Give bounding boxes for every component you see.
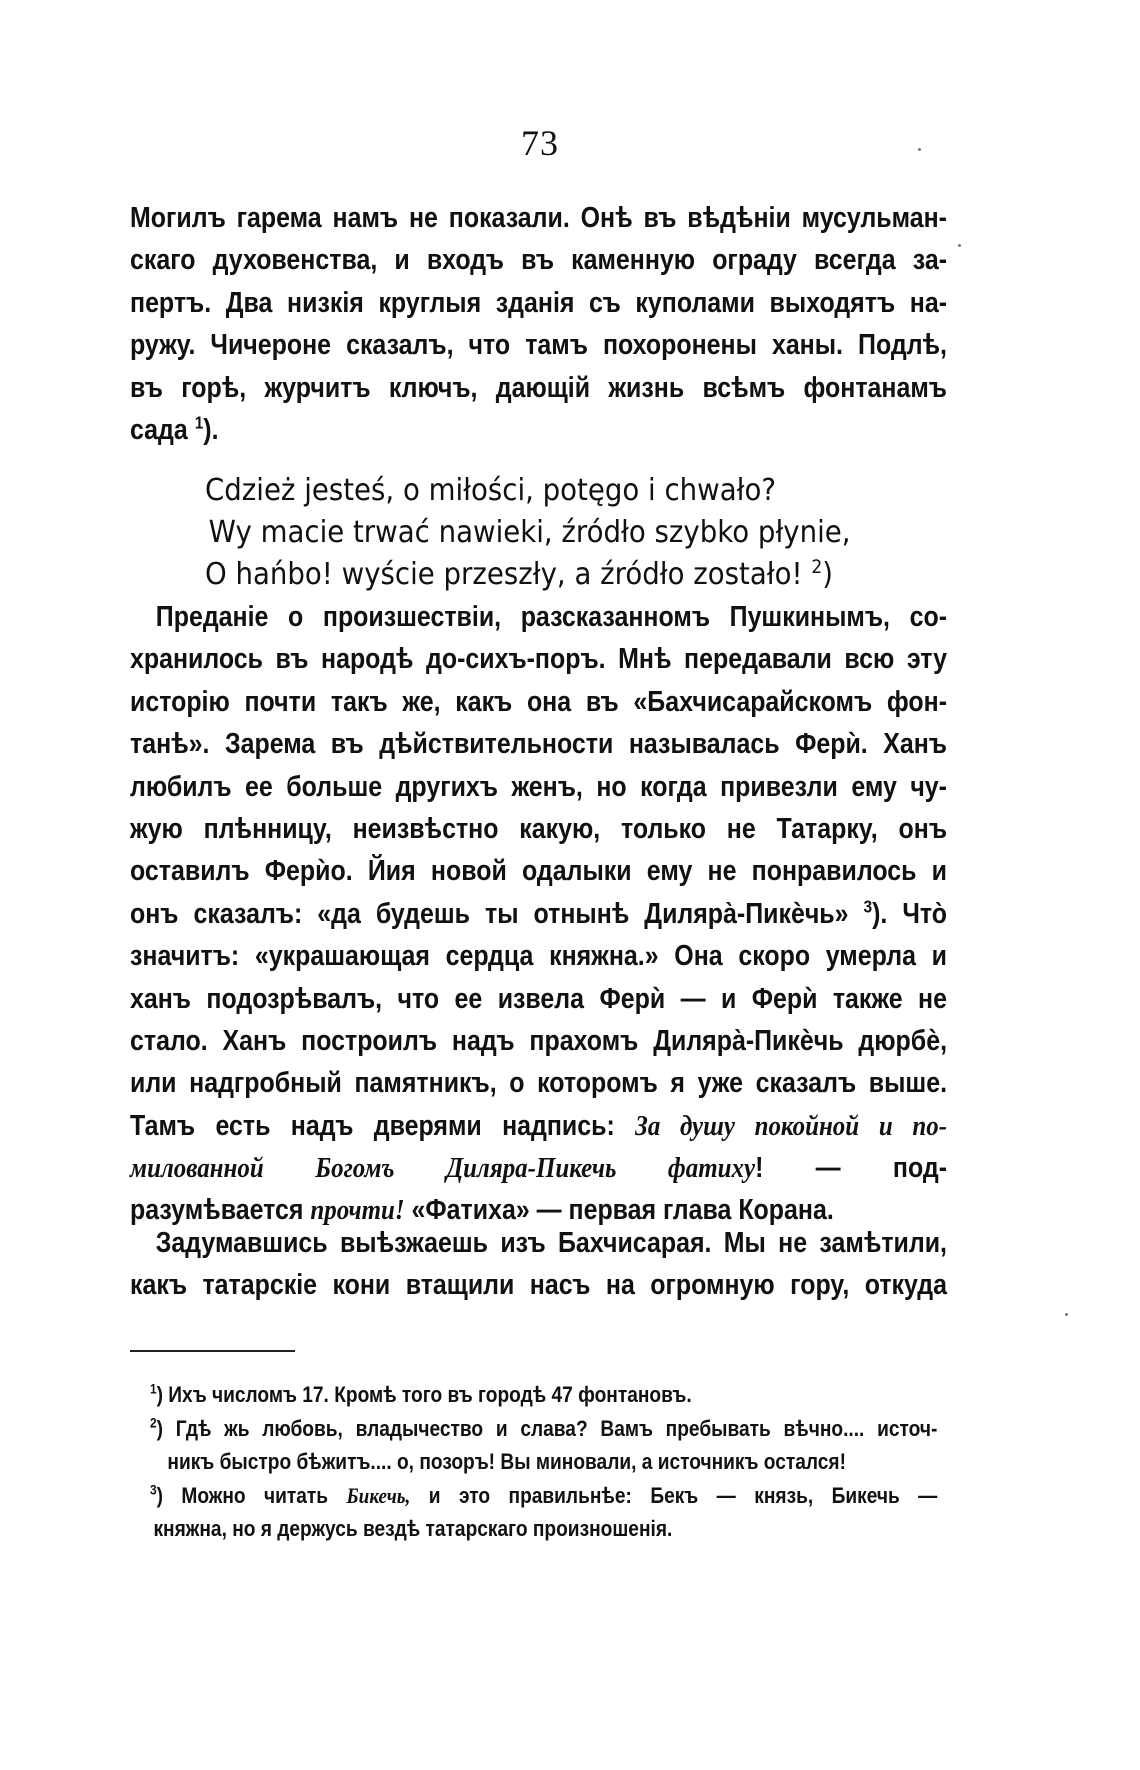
text-line: какъ татарскіе кони втащили насъ на огромную гору, откуда	[130, 1269, 947, 1302]
text-line	[130, 409, 947, 451]
scan-speck	[958, 244, 961, 247]
footnote-3-cont	[136, 1512, 937, 1546]
text-line: исторію почти такъ же, какъ она въ «Бахчисарайскомъ фон-	[130, 685, 947, 718]
footnote-1: $^1$) Ихъ числомъ 17. Кромѣ того въ городѣ 47 фонтановъ.	[150, 1381, 692, 1407]
text-line: жую плѣнницу, неизвѣстно какую, только не Татарку, онъ	[130, 812, 947, 845]
text-line: ружу. Чичероне сказалъ, что тамъ похоронены ханы. Подлѣ,	[130, 329, 947, 362]
text-fragment: «Фатиха» — первая глава Корана.	[411, 1194, 834, 1227]
text-line: стало. Ханъ построилъ надъ прахомъ Диляра̀-Пикѐчь дюрбѐ,	[130, 1024, 947, 1057]
text-line: Задумавшись выѣзжаешь изъ Бахчисарая. Мы не замѣтили,	[155, 1227, 948, 1259]
italic-word: Бикечь,	[346, 1482, 411, 1508]
paragraph-legend	[130, 596, 947, 1232]
text-line	[130, 893, 947, 935]
paragraph-graves	[130, 197, 947, 451]
footnote-text: и это правильнѣе: Бекъ — князь, Бикечь —	[428, 1482, 938, 1508]
text-fragment: ). Что̀	[872, 897, 947, 930]
text-fragment: )	[822, 557, 834, 592]
page-number: 73	[521, 123, 559, 163]
text-line: ханъ подозрѣвалъ, что ее извела Ферѝ — и Ферѝ также не	[130, 982, 947, 1015]
footnote-text: Ихъ числомъ 17. Кромѣ того въ городѣ 47 фонтановъ.	[168, 1382, 692, 1407]
inscription-italic: милованной Богомъ Диляра-Пикечь фатиху	[130, 1152, 756, 1185]
scan-speck	[918, 148, 921, 151]
footnote-ref-1: 1	[194, 412, 204, 433]
footnote-ref-2: 2	[811, 557, 823, 578]
footnote-mark: 3	[150, 1482, 157, 1498]
verse-line: Wy macie trwać nawieki, źródło szybko płynie,	[208, 515, 851, 550]
footnote-mark: 1	[150, 1381, 157, 1397]
italic-word: прочти!	[310, 1194, 405, 1227]
text-line: въ горѣ, журчитъ ключъ, дающій жизнь всѣмъ фонтанамъ	[130, 371, 947, 404]
paragraph-departure	[130, 1222, 947, 1307]
text-fragment: онъ сказалъ: «да будешь ты отнынѣ Диляра̀-Пикѐчь»	[130, 897, 849, 930]
footnote-text: княжна, но я держусь вездѣ татарскаго произношенія.	[153, 1516, 673, 1541]
footnotes	[150, 1378, 937, 1546]
text-line: или надгробный памятникъ, о которомъ я уже сказалъ выше.	[130, 1067, 947, 1100]
text-line: Преданіе о произшествіи, разсказанномъ Пушкинымъ, со-	[155, 601, 948, 633]
scan-speck	[1065, 1313, 1068, 1316]
text-line: Могилъ гарема намъ не показали. Онѣ въ вѣдѣніи мусульман-	[130, 202, 947, 234]
text-line: танѣ». Зарема въ дѣйствительности называлась Ферѝ. Ханъ	[130, 728, 947, 761]
footnote-2: $^2$) Гдѣ жь любовь, владычество и слава? Вамъ пребывать вѣчно.... источ-	[150, 1415, 938, 1441]
text-line: оставилъ Ферѝо. Йия новой одалыки ему не понравилось и	[130, 855, 947, 888]
footnote-2-cont	[136, 1445, 937, 1479]
text-line: хранилось въ народѣ до-сихъ-поръ. Мнѣ передавали всю эту	[130, 643, 947, 676]
text-line: любилъ ее больше другихъ женъ, но когда привезли ему чу-	[130, 770, 947, 803]
polish-verse-quote	[205, 470, 851, 596]
verse-text: O hańbo! wyście przeszły, a źródło zostało!	[205, 557, 803, 592]
text-line: скаго духовенства, и входъ въ каменную ограду всегда за-	[130, 244, 947, 277]
text-fragment: разумѣвается	[130, 1194, 304, 1227]
text-line: пертъ. Два низкія круглыя зданія съ куполами выходятъ на-	[130, 286, 947, 319]
footnote-ref-3: 3	[863, 896, 873, 917]
inscription-italic: За душу покойной и по-	[635, 1109, 947, 1142]
text-fragment: сада	[130, 413, 188, 446]
footnote-text: никъ быстро бѣжитъ.... о, позоръ! Вы миновали, а источникъ остался!	[167, 1449, 846, 1474]
text-fragment: ).	[203, 413, 219, 446]
text-fragment: Тамъ есть надъ дверями надпись:	[130, 1109, 615, 1142]
footnote-mark: 2	[150, 1415, 157, 1431]
footnote-3: $^3$) Можно читать Бикечь, и это правильнѣе: Бекъ — князь, Бикечь —	[150, 1482, 938, 1508]
text-line: значитъ: «украшающая сердца княжна.» Она скоро умерла и	[130, 940, 947, 973]
footnote-separator	[130, 1350, 295, 1352]
footnote-text: Гдѣ жь любовь, владычество и слава? Вамъ пребывать вѣчно.... источ-	[175, 1415, 938, 1441]
text-fragment: ! — под-	[755, 1152, 947, 1185]
text-line	[130, 1147, 947, 1189]
text-line	[130, 1105, 947, 1147]
footnote-text: Можно читать	[181, 1482, 329, 1508]
verse-line	[205, 554, 851, 596]
verse-line: Cdzież jesteś, o miłości, potęgo i chwało?	[205, 473, 777, 508]
